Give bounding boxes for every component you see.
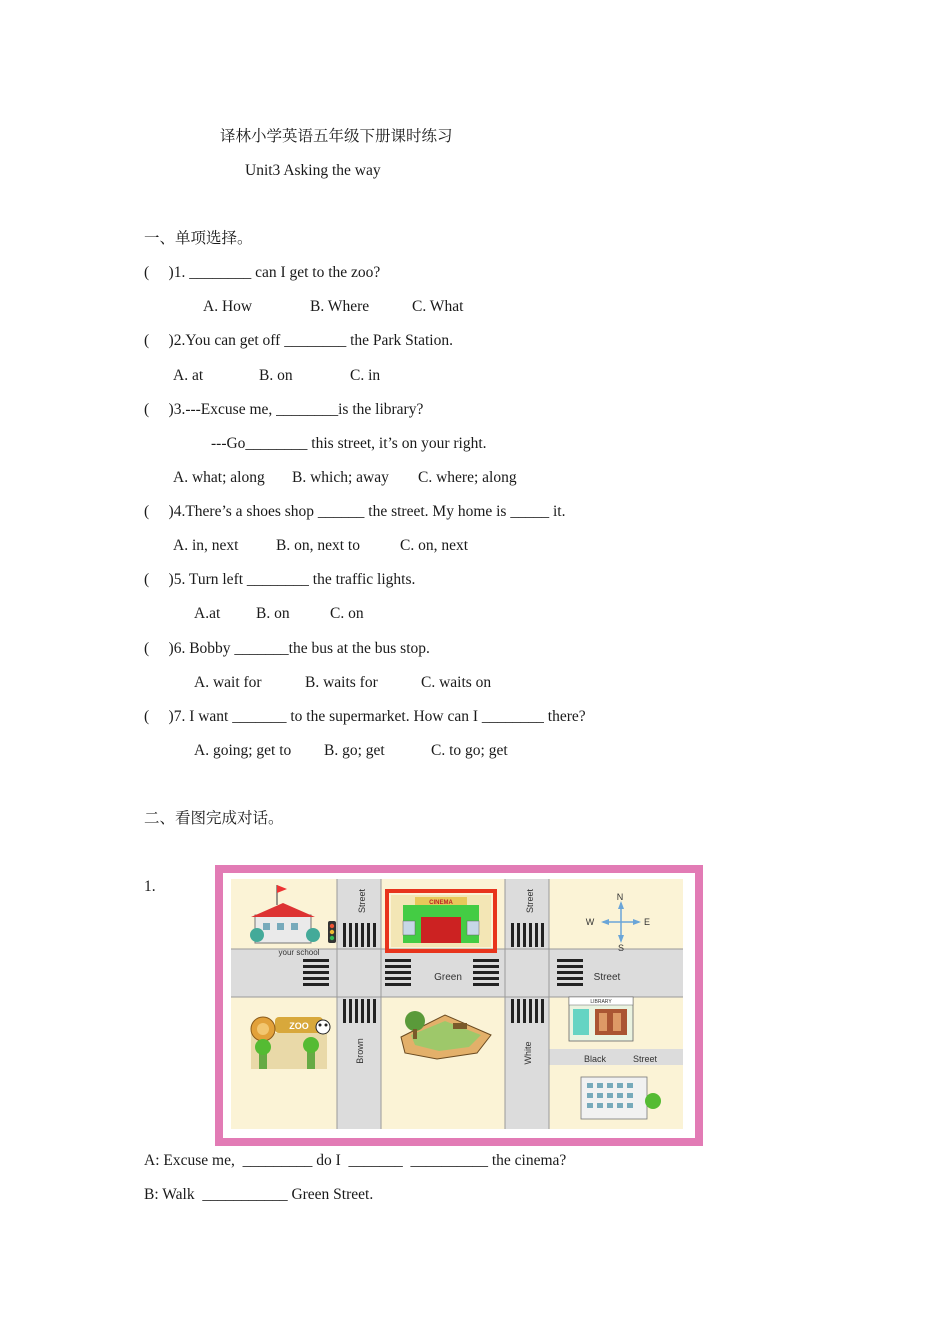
q2-option-b: B. on	[259, 367, 293, 384]
street-right-label: Street	[593, 972, 621, 983]
q4-option-a: A. in, next	[173, 537, 239, 554]
traffic-light-icon	[328, 921, 336, 943]
q1-option-c: C. What	[412, 298, 464, 315]
white-street-label: White	[523, 1041, 533, 1065]
q2-option-a: A. at	[173, 367, 204, 384]
q4-option-b: B. on, next to	[276, 537, 360, 554]
q4-option-c: C. on, next	[400, 537, 469, 554]
question-6: ( )6. Bobby _______the bus at the bus stop.	[144, 640, 430, 657]
brown-street-label: Brown	[355, 1038, 365, 1064]
q1-option-b: B. Where	[310, 298, 370, 315]
street-map	[215, 865, 703, 1146]
q7-option-c: C. to go; get	[431, 742, 508, 759]
q7-option-b: B. go; get	[324, 742, 385, 759]
document-title: 译林小学英语五年级下册课时练习	[220, 128, 453, 145]
question-7: ( )7. I want _______ to the supermarket. How can I ________ there?	[144, 708, 586, 725]
section1-heading: 一、单项选择。	[144, 230, 253, 247]
school-label: your school	[278, 948, 320, 957]
question-3: ( )3.---Excuse me, ________is the library?	[144, 401, 424, 418]
dialogue-line-b: B: Walk ___________ Green Street.	[144, 1186, 374, 1203]
q6-option-c: C. waits on	[421, 674, 492, 691]
question-5: ( )5. Turn left ________ the traffic lights.	[144, 571, 416, 588]
compass-s: S	[617, 943, 625, 953]
unit-title: Unit3 Asking the way	[245, 162, 381, 179]
black-street-label: Black	[583, 1054, 607, 1064]
q6-option-b: B. waits for	[305, 674, 378, 691]
cinema-label: CINEMA	[429, 900, 453, 906]
q7-option-a: A. going; get to	[194, 742, 292, 759]
q1-option-a: A. How	[203, 298, 253, 315]
q3-option-a: A. what; along	[173, 469, 265, 486]
black-street-suffix-label: Street	[632, 1054, 658, 1064]
question-4: ( )4.There’s a shoes shop ______ the street. My home is _____ it.	[144, 503, 566, 520]
question-2: ( )2.You can get off ________ the Park Station.	[144, 332, 453, 349]
green-street-label: Green	[434, 972, 462, 983]
q2-option-c: C. in	[350, 367, 381, 384]
q5-option-b: B. on	[256, 605, 290, 622]
black-street-road	[549, 1049, 683, 1065]
q5-option-c: C. on	[330, 605, 364, 622]
compass-w: W	[585, 917, 595, 927]
q3-option-c: C. where; along	[418, 469, 517, 486]
library-label: LIBRARY	[590, 999, 612, 1005]
q3-option-b: B. which; away	[292, 469, 389, 486]
q5-option-a: A.at	[194, 605, 221, 622]
street-top-right-label: Street	[525, 888, 535, 914]
compass-n: N	[616, 892, 624, 902]
item-number: 1.	[144, 878, 156, 895]
street-top-left-label: Street	[357, 888, 367, 914]
zoo-label: ZOO	[289, 1021, 309, 1031]
section2-heading: 二、看图完成对话。	[144, 810, 284, 827]
q6-option-a: A. wait for	[194, 674, 262, 691]
compass-e: E	[643, 917, 651, 927]
dialogue-line-a: A: Excuse me, _________ do I _______ __________ the cinema?	[144, 1152, 567, 1169]
question-3-line2: ---Go________ this street, it’s on your right.	[211, 435, 487, 452]
question-1: ( )1. ________ can I get to the zoo?	[144, 264, 381, 281]
